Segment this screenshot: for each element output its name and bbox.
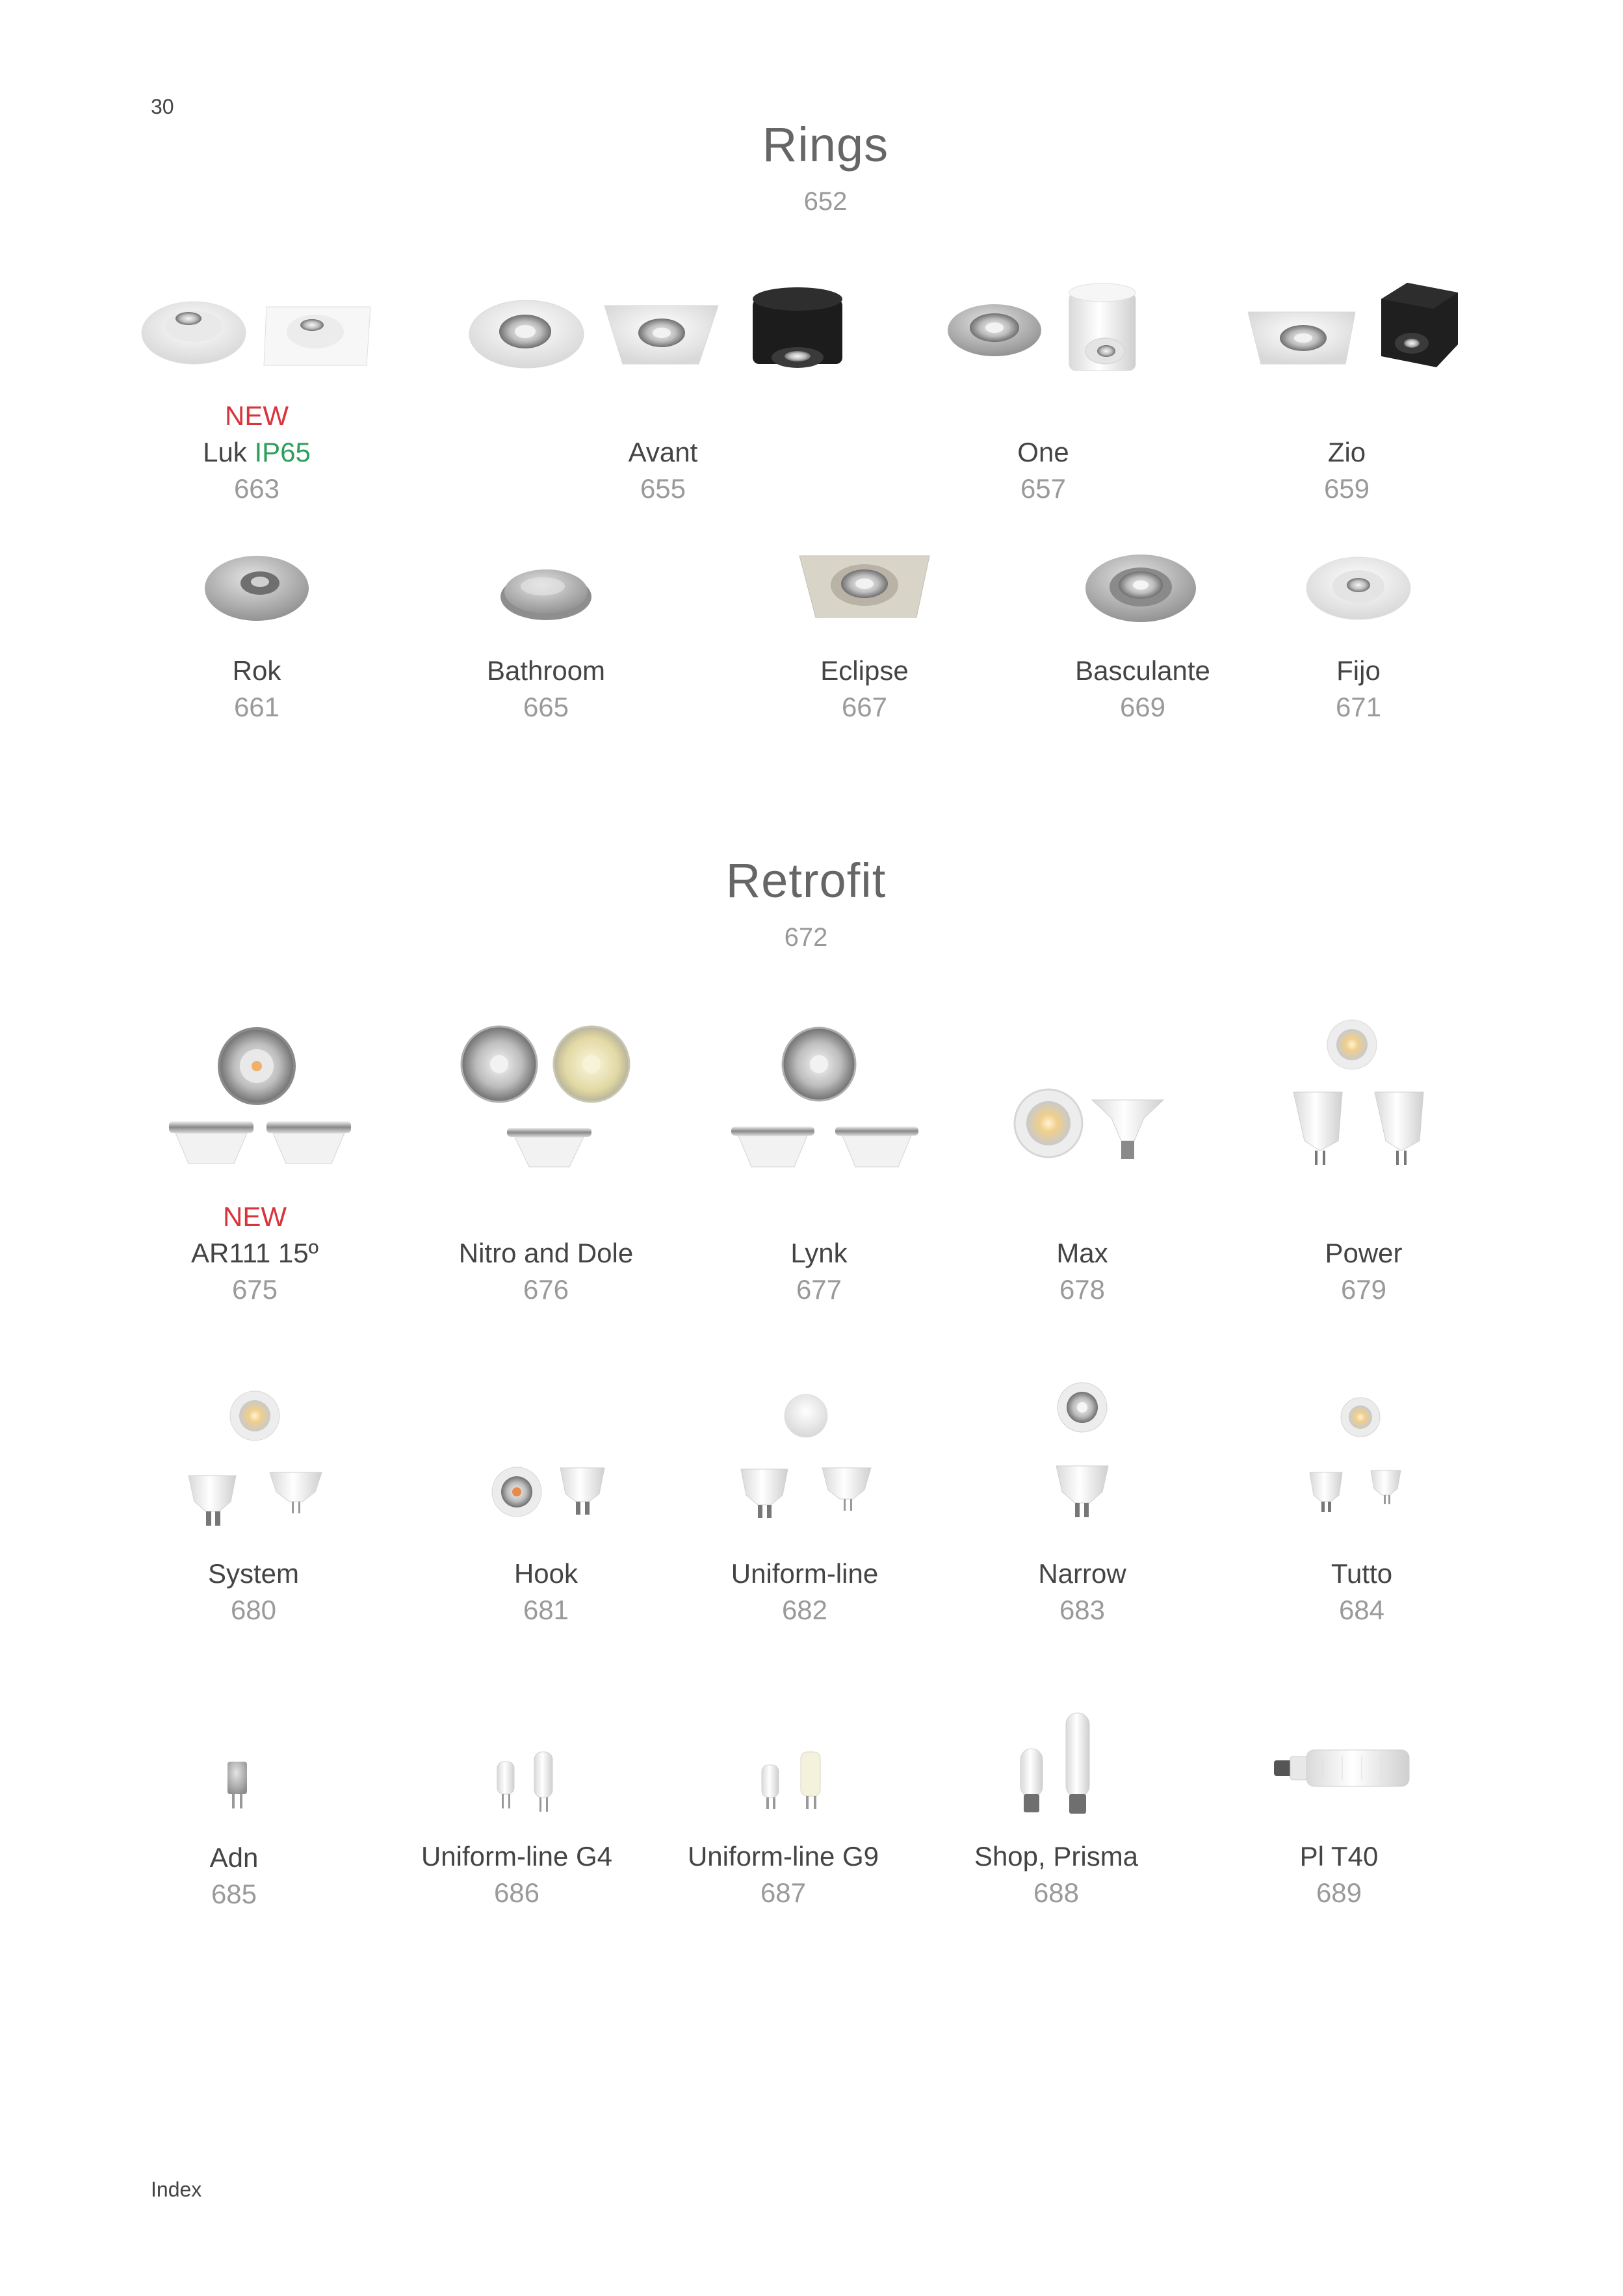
- page-ref: 689: [1316, 1877, 1362, 1908]
- page-ref: 678: [1059, 1274, 1106, 1305]
- product-name: Tutto: [1331, 1558, 1393, 1589]
- ar111-product-image: [162, 1024, 357, 1180]
- page-ref: 659: [1323, 473, 1370, 504]
- narrow-product-image: [1046, 1378, 1124, 1534]
- product-name: Shop, Prisma: [974, 1841, 1139, 1872]
- page-ref: 680: [230, 1595, 277, 1625]
- product-name: Nitro and Dole: [458, 1238, 634, 1268]
- product-uniform-line-g4[interactable]: [361, 1838, 673, 1911]
- page-ref: 688: [1033, 1877, 1080, 1908]
- nitro-and-dole-product-image: [455, 1024, 643, 1180]
- page-ref: 683: [1059, 1595, 1106, 1625]
- product-pl-t40[interactable]: [1183, 1838, 1495, 1911]
- section-title-rings: Rings: [762, 118, 889, 172]
- product-name: Lynk: [790, 1238, 848, 1268]
- product-name: Max: [1056, 1238, 1108, 1268]
- page-ref: 685: [211, 1879, 257, 1909]
- basculante-product-image: [1082, 549, 1199, 627]
- product-zio[interactable]: [1191, 434, 1503, 507]
- section-page-rings[interactable]: 652: [803, 187, 848, 216]
- product-adn[interactable]: [78, 1840, 390, 1912]
- page-ref: 677: [796, 1274, 842, 1305]
- product-fijo[interactable]: [1202, 653, 1514, 725]
- fijo-product-image: [1303, 553, 1414, 624]
- product-name: Adn: [209, 1842, 259, 1873]
- new-badge: NEW: [225, 400, 289, 431]
- product-name: Bathroom: [486, 655, 606, 686]
- page-ref: 682: [781, 1595, 828, 1625]
- page-ref: 679: [1340, 1274, 1387, 1305]
- product-name: Pl T40: [1299, 1841, 1379, 1872]
- product-eclipse[interactable]: [708, 653, 1020, 725]
- uniform-line-product-image: [734, 1391, 890, 1541]
- product-name: Fijo: [1336, 655, 1381, 686]
- page-ref: 675: [231, 1274, 278, 1305]
- product-one[interactable]: [887, 434, 1199, 507]
- page-ref: 671: [1335, 692, 1382, 722]
- eclipse-product-image: [796, 553, 933, 624]
- shop-prisma-product-image: [1011, 1703, 1108, 1820]
- product-avant[interactable]: [507, 434, 819, 507]
- product-narrow[interactable]: [926, 1556, 1238, 1628]
- page-ref: 665: [523, 692, 569, 722]
- product-name: Narrow: [1038, 1558, 1126, 1589]
- product-system[interactable]: [97, 1556, 409, 1628]
- product-name: Avant: [628, 437, 698, 467]
- product-name: System: [207, 1558, 300, 1589]
- product-ar111[interactable]: [99, 1199, 411, 1308]
- product-name: Hook: [513, 1558, 578, 1589]
- product-name: One: [1017, 437, 1069, 467]
- product-uniform-line[interactable]: [649, 1556, 961, 1628]
- product-name: AR111 15º: [191, 1238, 318, 1268]
- page-ref: 655: [640, 473, 686, 504]
- page-number: 30: [151, 95, 174, 118]
- section-title-retrofit: Retrofit: [725, 854, 887, 907]
- page-ref: 661: [233, 692, 280, 722]
- page-ref: 686: [493, 1877, 540, 1908]
- product-tutto[interactable]: [1206, 1556, 1518, 1628]
- ip65-tag: IP65: [254, 437, 311, 467]
- product-shop-prisma[interactable]: [900, 1838, 1212, 1911]
- product-name: Power: [1325, 1238, 1403, 1268]
- footer-index-link[interactable]: Index: [151, 2178, 202, 2201]
- product-uniform-line-g9[interactable]: [627, 1838, 939, 1911]
- avant-product-image: [468, 280, 858, 390]
- tutto-product-image: [1303, 1391, 1420, 1534]
- product-name: Eclipse: [820, 655, 909, 686]
- page-ref: 684: [1338, 1595, 1385, 1625]
- system-product-image: [185, 1378, 328, 1541]
- page-ref: 676: [523, 1274, 569, 1305]
- lynk-product-image: [728, 1024, 923, 1180]
- luk-product-image: [136, 293, 383, 384]
- page-ref: 681: [523, 1595, 569, 1625]
- product-name: Uniform-line G9: [687, 1841, 879, 1872]
- product-rok[interactable]: [101, 653, 413, 725]
- bathroom-product-image: [497, 559, 595, 624]
- page-ref: 657: [1020, 473, 1067, 504]
- max-product-image: [1011, 1086, 1167, 1170]
- uniform-line-g9-product-image: [754, 1749, 832, 1820]
- page-ref: 687: [760, 1877, 807, 1908]
- pl-t40-product-image: [1271, 1742, 1414, 1794]
- zio-product-image: [1241, 280, 1462, 390]
- product-name: Luk: [203, 437, 247, 467]
- product-name: Uniform-line G4: [421, 1841, 613, 1872]
- product-name: Rok: [232, 655, 281, 686]
- product-name: Basculante: [1075, 655, 1210, 686]
- product-max[interactable]: [926, 1235, 1238, 1308]
- uniform-line-g4-product-image: [487, 1749, 565, 1820]
- page-ref: 663: [233, 473, 280, 504]
- product-bathroom[interactable]: [390, 653, 702, 725]
- product-name: Zio: [1327, 437, 1366, 467]
- section-page-retrofit[interactable]: 672: [784, 923, 828, 952]
- hook-product-image: [487, 1463, 617, 1541]
- adn-product-image: [224, 1755, 250, 1814]
- product-nitro-and-dole[interactable]: [390, 1235, 702, 1308]
- product-name: Uniform-line: [731, 1558, 879, 1589]
- new-badge: NEW: [223, 1201, 287, 1232]
- power-product-image: [1290, 1017, 1446, 1180]
- product-luk[interactable]: [101, 398, 413, 507]
- page-ref: 669: [1119, 692, 1166, 722]
- page-ref: 667: [841, 692, 888, 722]
- one-product-image: [942, 280, 1144, 390]
- rok-product-image: [201, 549, 312, 627]
- product-power[interactable]: [1208, 1235, 1520, 1308]
